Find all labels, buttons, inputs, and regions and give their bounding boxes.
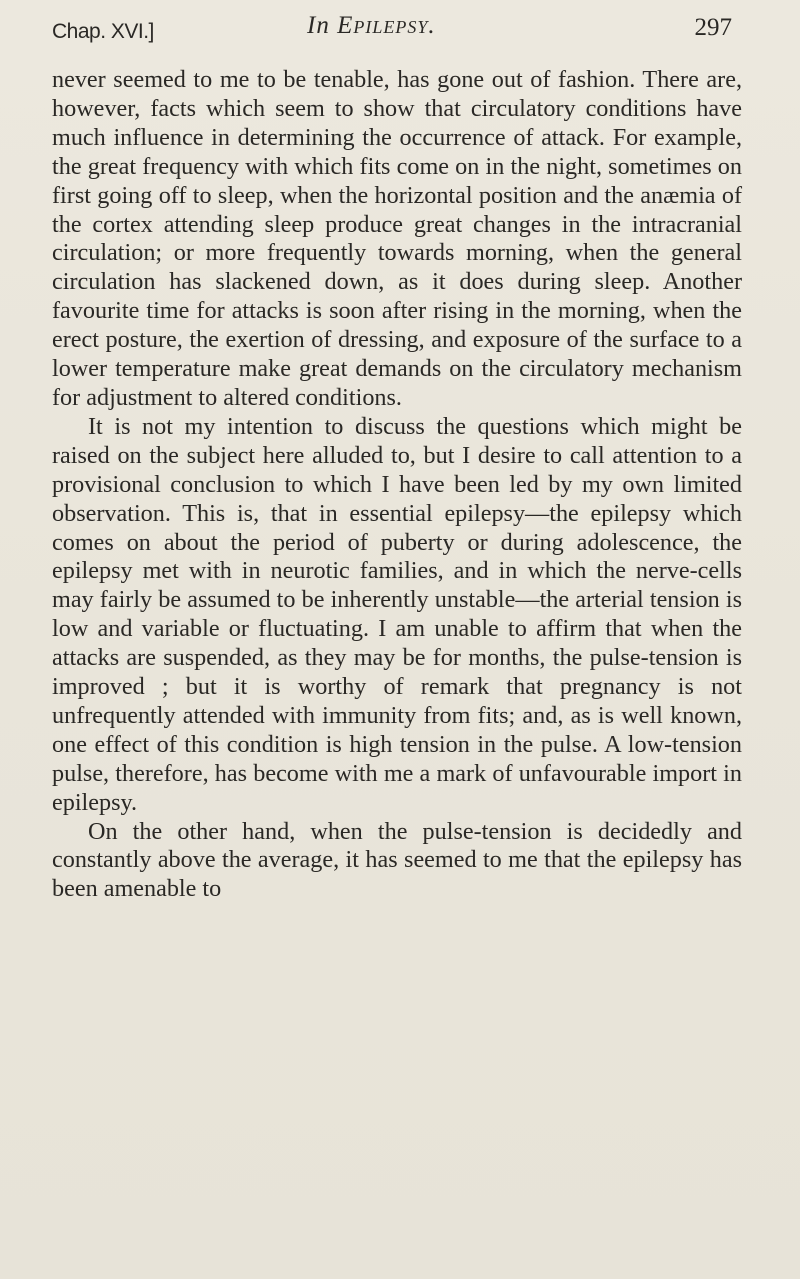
running-title-subject: Epilepsy. bbox=[337, 12, 436, 39]
page-number: 297 bbox=[694, 14, 732, 41]
running-title-in: In bbox=[307, 12, 330, 39]
paragraph-continued: never seemed to me to be tenable, has gone out of fashion. There are, however, facts which seem to show that circulatory conditions have much influence in determining the occurrence of attack. For example, the great frequency with which fits come on in the night, sometimes on first going off to sleep, when the horizontal position and the anæmia of the cortex attending sleep produce great changes in the intracranial circulation; or more frequently towards morning, when the general circulation has slackened down, as it does during sleep. Another favourite time for attacks is soon after rising in the morning, when the erect posture, the exertion of dressing, and exposure of the surface to a lower temperature make great demands on the circulatory mechanism for adjustment to altered conditions. bbox=[52, 66, 742, 411]
running-head bbox=[52, 12, 732, 52]
chapter-label: Chap. XVI.] bbox=[52, 20, 154, 43]
body-text bbox=[52, 66, 742, 904]
paragraph: It is not my intention to discuss the questions which might be raised on the subject here alluded to, but I desire to call attention to a provisional conclusion to which I have been led by my own limited observation. This is, that in essential epilepsy—the epilepsy which comes on about the period of puberty or during adolescence, the epilepsy met with in neurotic families, and in which the nerve-cells may fairly be assumed to be inherently unstable—the arterial tension is low and variable or fluctuating. I am unable to affirm that when the attacks are suspended, as they may be for months, the pulse-tension is improved ; but it is worthy of remark that pregnancy is not unfrequently attended with immunity from fits; and, as is well known, one effect of this condition is high tension in the pulse. A low-tension pulse, therefore, has become with me a mark of unfavourable import in epilepsy. bbox=[52, 412, 742, 816]
paragraph: On the other hand, when the pulse-tension is decidedly and constantly above the average, it has seemed to me that the epilepsy has been amenable to bbox=[52, 817, 742, 903]
running-title bbox=[307, 12, 436, 40]
